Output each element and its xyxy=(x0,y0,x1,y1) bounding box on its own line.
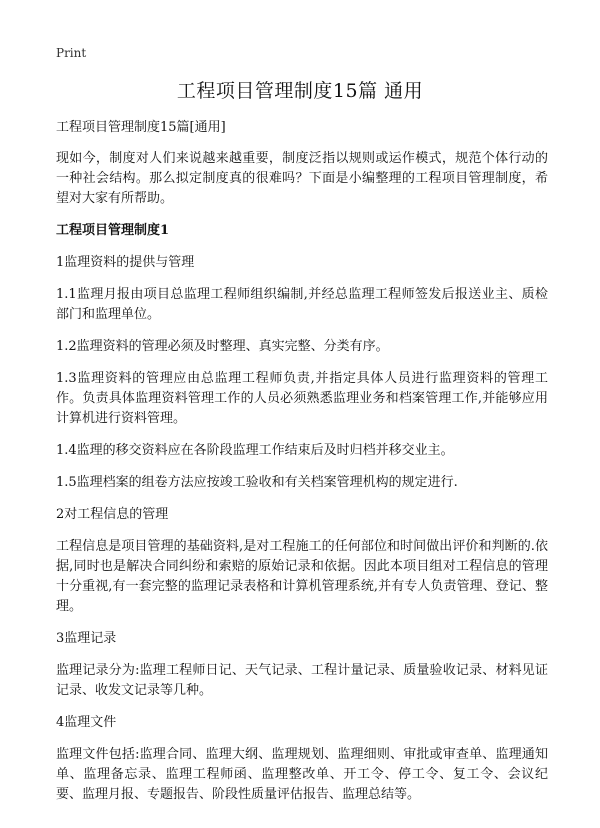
paragraph-item-1-heading: 1监理资料的提供与管理 xyxy=(56,255,195,270)
paragraph-item-1-2: 1.2监理资料的管理必须及时整理、真实完整、分类有序。 xyxy=(56,339,389,354)
paragraph-item-1-4: 1.4监理的移交资料应在各阶段监理工作结束后及时归档并移交业主。 xyxy=(56,443,454,458)
paragraph-item-2-body: 工程信息是项目管理的基础资料,是对工程施工的任何部位和时间做出评价和判断的.依据,同时也是解决合同纠纷和索赔的原始记录和依据。因此本项目组对工程信息的管理十分重视,有一套完整的监理记录表格和计算机管理系统,并有专人负责管理、登记、整理。 xyxy=(56,539,548,614)
paragraph-item-3-heading: 3监理记录 xyxy=(56,631,117,646)
print-link[interactable]: Print xyxy=(56,46,87,60)
intro-paragraph: 现如今，制度对人们来说越来越重要，制度泛指以规则或运作模式，规范个体行动的一种社会结构。那么拟定制度真的很难吗？下面是小编整理的工程项目管理制度，希望对大家有所帮助。 xyxy=(56,151,548,206)
paragraph-item-3-body: 监理记录分为:监理工程师日记、天气记录、工程计量记录、质量验收记录、材料见证记录、收发文记录等几种。 xyxy=(56,663,548,698)
page-title: 工程项目管理制度15篇 通用 xyxy=(176,80,424,102)
section-heading: 工程项目管理制度1 xyxy=(56,223,170,238)
document-body xyxy=(56,118,548,817)
document-subtitle: 工程项目管理制度15篇[通用] xyxy=(56,120,226,135)
paragraph-item-2-heading: 2对工程信息的管理 xyxy=(56,507,169,522)
paragraph-item-1-1: 1.1监理月报由项目总监理工程师组织编制,并经总监理工程师签发后报送业主、质检部门和监理单位。 xyxy=(56,287,548,322)
paragraph-item-4-body: 监理文件包括:监理合同、监理大纲、监理规划、监理细则、审批或审查单、监理通知单、监理备忘录、监理工程师函、监理整改单、开工令、停工令、复工令、会议纪要、监理月报、专题报告、阶段性质量评估报告、监理总结等。 xyxy=(56,747,548,802)
paragraph-item-1-3: 1.3监理资料的管理应由总监理工程师负责,并指定具体人员进行监理资料的管理工作。负责具体监理资料管理工作的人员必须熟悉监理业务和档案管理工作,并能够应用计算机进行资料管理。 xyxy=(56,371,548,426)
paragraph-item-4-heading: 4监理文件 xyxy=(56,715,117,730)
paragraph-item-1-5: 1.5监理档案的组卷方法应按竣工验收和有关档案管理机构的规定进行. xyxy=(56,475,458,490)
